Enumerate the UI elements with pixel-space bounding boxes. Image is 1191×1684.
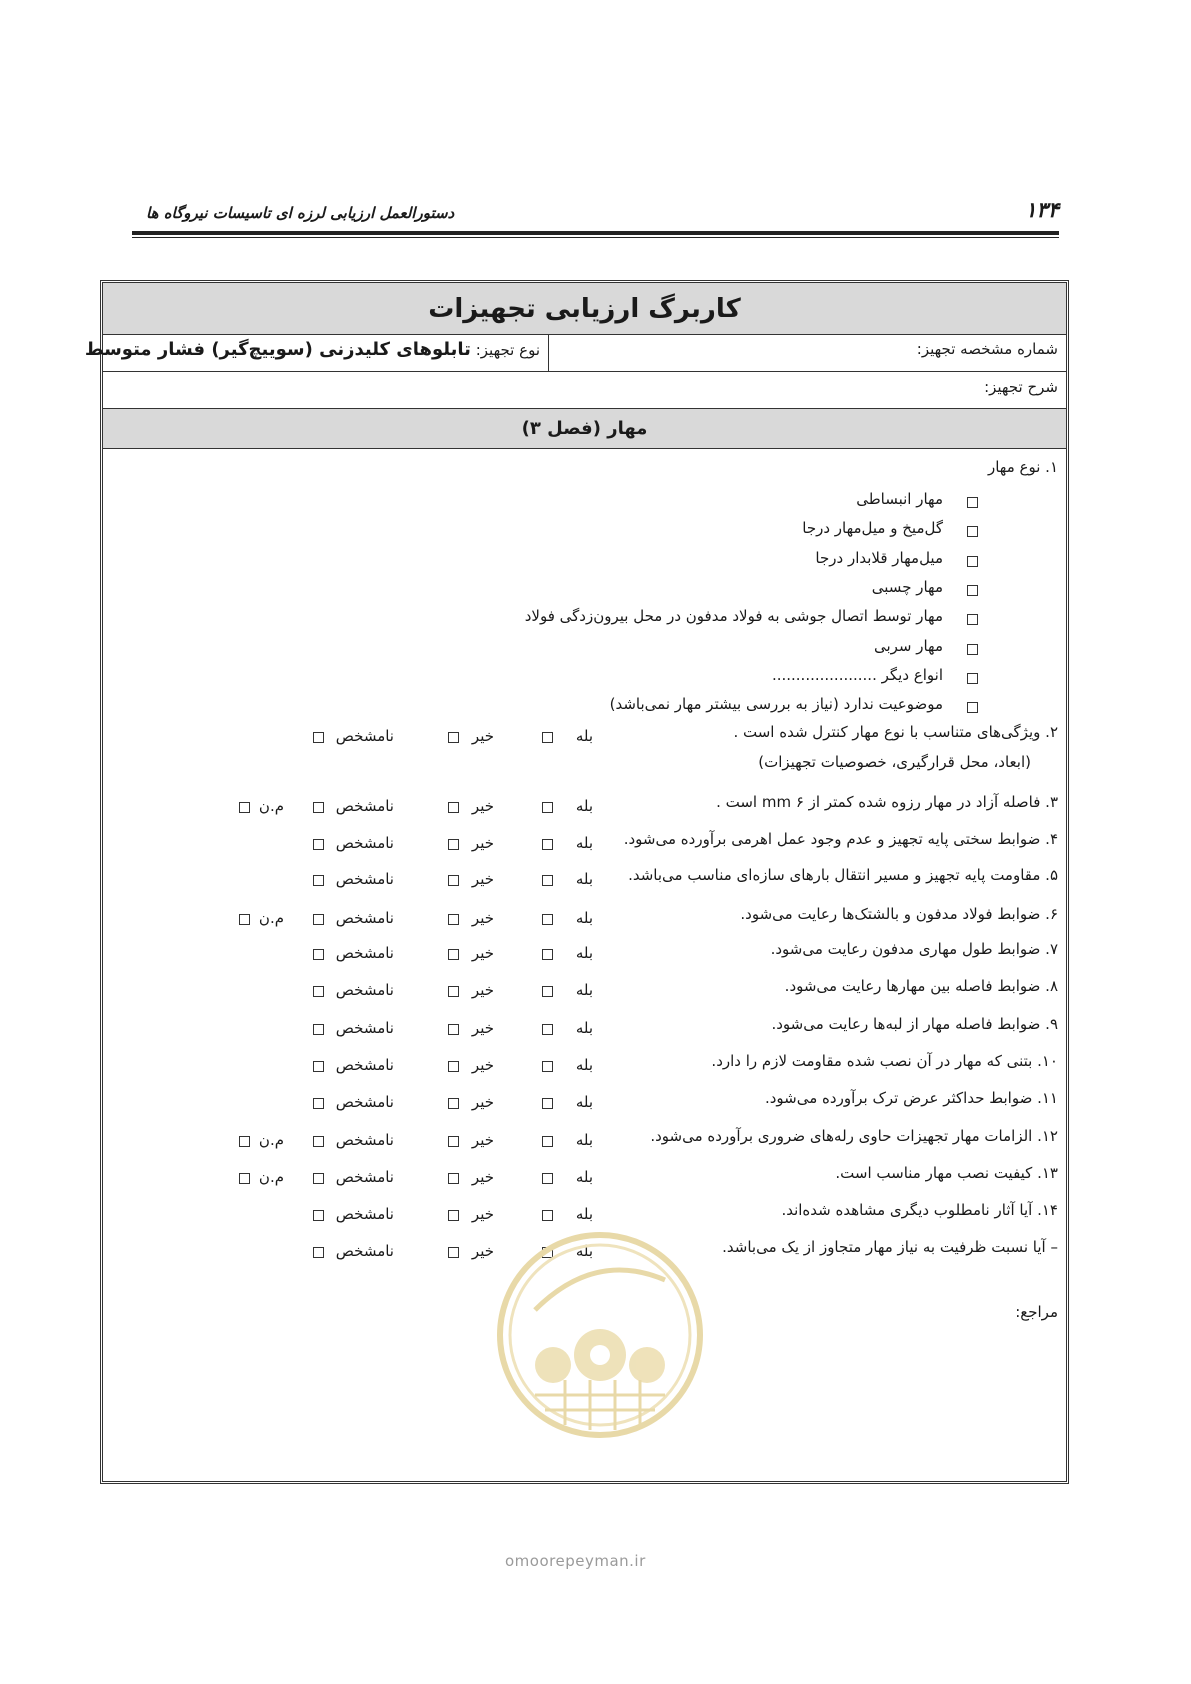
question-text: ۸. ضوابط فاصله بین مهارها رعایت می‌شود. — [784, 977, 1058, 995]
answer-unknown-label: نامشخص — [335, 1093, 394, 1111]
answer-unknown-checkbox[interactable] — [313, 1136, 324, 1147]
answer-yes-label: بله — [575, 944, 593, 962]
header-rule — [132, 231, 1059, 235]
equipment-info-row — [84, 335, 1066, 372]
answer-no-checkbox[interactable] — [448, 732, 459, 743]
page-number: ۱۳۴ — [1025, 198, 1059, 222]
question-text: ۳. فاصله آزاد در مهار رزوه شده کمتر از mm ۶ است . — [716, 793, 1058, 811]
answer-yes-label: بله — [575, 797, 593, 815]
anchor-type-checkbox[interactable] — [967, 673, 978, 684]
question-text: ۹. ضوابط فاصله مهار از لبه‌ها رعایت می‌شود. — [771, 1015, 1058, 1033]
answer-yes-checkbox[interactable] — [542, 1024, 553, 1035]
answer-no-label: خیر — [471, 1242, 494, 1260]
question-text: ۱۰. بتنی که مهار در آن نصب شده مقاومت لازم را دارد. — [711, 1052, 1058, 1070]
answer-na-checkbox[interactable] — [239, 1173, 250, 1184]
answer-no-label: خیر — [471, 870, 494, 888]
answer-yes-checkbox[interactable] — [542, 839, 553, 850]
answer-yes-checkbox[interactable] — [542, 1136, 553, 1147]
question-text: ۷. ضوابط طول مهاری مدفون رعایت می‌شود. — [770, 940, 1058, 958]
equipment-type-label: نوع تجهیز: — [475, 341, 540, 359]
question-text: ۶. ضوابط فولاد مدفون و بالشتک‌ها رعایت می‌شود. — [740, 905, 1058, 923]
answer-na-checkbox[interactable] — [239, 914, 250, 925]
answer-unknown-checkbox[interactable] — [313, 1173, 324, 1184]
question-text: ۲. ویژگی‌های متناسب با نوع مهار کنترل شده است . — [733, 723, 1058, 741]
answer-unknown-label: نامشخص — [335, 909, 394, 927]
anchor-type-checkbox[interactable] — [967, 556, 978, 567]
equipment-desc-label: شرح تجهیز: — [984, 378, 1058, 396]
answer-unknown-checkbox[interactable] — [313, 1098, 324, 1109]
answer-yes-label: بله — [575, 981, 593, 999]
answer-yes-checkbox[interactable] — [542, 949, 553, 960]
answer-unknown-label: نامشخص — [335, 1168, 394, 1186]
equipment-id-field[interactable] — [548, 335, 1066, 371]
answer-no-checkbox[interactable] — [448, 986, 459, 997]
answer-unknown-label: نامشخص — [335, 727, 394, 745]
question-1-anchor-type: ۱. نوع مهار — [987, 458, 1058, 476]
answer-no-checkbox[interactable] — [448, 875, 459, 886]
answer-unknown-label: نامشخص — [335, 1019, 394, 1037]
answer-yes-checkbox[interactable] — [542, 1061, 553, 1072]
answer-no-checkbox[interactable] — [448, 1098, 459, 1109]
answer-yes-label: بله — [575, 727, 593, 745]
question-text: – آیا نسبت ظرفیت به نیاز مهار متجاوز از یک می‌باشد. — [722, 1238, 1058, 1256]
answer-unknown-checkbox[interactable] — [313, 732, 324, 743]
answer-no-label: خیر — [471, 1131, 494, 1149]
answer-yes-checkbox[interactable] — [542, 732, 553, 743]
answer-yes-label: بله — [575, 1242, 593, 1260]
answer-unknown-checkbox[interactable] — [313, 802, 324, 813]
anchor-type-label: مهار چسبی — [871, 577, 943, 596]
anchor-type-label: موضوعیت ندارد (نیاز به بررسی بیشتر مهار نمی‌باشد) — [609, 695, 943, 714]
answer-yes-checkbox[interactable] — [542, 1098, 553, 1109]
question-text: ۴. ضوابط سختی پایه تجهیز و عدم وجود عمل اهرمی برآورده می‌شود. — [623, 830, 1058, 848]
running-title: دستورالعمل ارزیابی لرزه ای تاسیسات نیروگاه ها — [146, 204, 455, 222]
header-rule-thin — [132, 237, 1059, 238]
answer-unknown-checkbox[interactable] — [313, 875, 324, 886]
section-title: مهار (فصل ۳) — [103, 409, 1066, 449]
question-text: ۱۴. آیا آثار نامطلوب دیگری مشاهده شده‌اند. — [781, 1201, 1058, 1219]
anchor-type-label: میل‌مهار قلابدار درجا — [815, 548, 943, 567]
answer-yes-label: بله — [575, 1056, 593, 1074]
answer-unknown-checkbox[interactable] — [313, 839, 324, 850]
answer-no-checkbox[interactable] — [448, 1210, 459, 1221]
answer-no-label: خیر — [471, 797, 494, 815]
answer-na-checkbox[interactable] — [239, 1136, 250, 1147]
answer-no-checkbox[interactable] — [448, 802, 459, 813]
answer-no-label: خیر — [471, 1019, 494, 1037]
watermark-logo — [495, 1230, 705, 1440]
answer-no-label: خیر — [471, 727, 494, 745]
answer-unknown-label: نامشخص — [335, 1131, 394, 1149]
answer-unknown-label: نامشخص — [335, 834, 394, 852]
answer-no-checkbox[interactable] — [448, 1061, 459, 1072]
answer-unknown-checkbox[interactable] — [313, 1247, 324, 1258]
answer-na-label: م.ن — [258, 1168, 284, 1186]
anchor-type-checkbox[interactable] — [967, 585, 978, 596]
question-subtext: (ابعاد، محل قرارگیری، خصوصیات تجهیزات) — [758, 753, 1031, 771]
answer-no-label: خیر — [471, 909, 494, 927]
equipment-type-value: تابلوهای کلیدزنی (سوییچ‌گیر) فشار متوسط — [84, 339, 471, 360]
anchor-type-checkbox[interactable] — [967, 702, 978, 713]
anchor-type-checkbox[interactable] — [967, 614, 978, 625]
answer-no-label: خیر — [471, 944, 494, 962]
anchor-type-label: مهار انبساطی — [856, 490, 943, 508]
form-title: کاربرگ ارزیابی تجهیزات — [103, 283, 1066, 335]
answer-unknown-checkbox[interactable] — [313, 986, 324, 997]
answer-no-checkbox[interactable] — [448, 839, 459, 850]
references-label: مراجع: — [1015, 1303, 1058, 1321]
answer-no-checkbox[interactable] — [448, 949, 459, 960]
answer-unknown-label: نامشخص — [335, 1056, 394, 1074]
answer-yes-label: بله — [575, 870, 593, 888]
answer-no-label: خیر — [471, 834, 494, 852]
anchor-type-label: مهار سربی — [873, 636, 943, 655]
answer-yes-label: بله — [575, 909, 593, 927]
answer-unknown-checkbox[interactable] — [313, 914, 324, 925]
answer-no-label: خیر — [471, 981, 494, 999]
answer-yes-label: بله — [575, 1093, 593, 1111]
answer-no-label: خیر — [471, 1205, 494, 1223]
anchor-type-label: انواع دیگر ...................... — [771, 665, 943, 684]
anchor-type-checkbox[interactable] — [967, 526, 978, 537]
answer-no-checkbox[interactable] — [448, 1173, 459, 1184]
answer-yes-checkbox[interactable] — [542, 875, 553, 886]
answer-no-checkbox[interactable] — [448, 1247, 459, 1258]
answer-yes-label: بله — [575, 834, 593, 852]
answer-unknown-label: نامشخص — [335, 944, 394, 962]
answer-unknown-label: نامشخص — [335, 1205, 394, 1223]
anchor-type-checkbox[interactable] — [967, 497, 978, 508]
answer-unknown-label: نامشخص — [335, 1242, 394, 1260]
answer-yes-label: بله — [575, 1131, 593, 1149]
answer-no-label: خیر — [471, 1093, 494, 1111]
answer-yes-checkbox[interactable] — [542, 986, 553, 997]
answer-na-checkbox[interactable] — [239, 802, 250, 813]
answer-unknown-checkbox[interactable] — [313, 1210, 324, 1221]
watermark-url: omoorepeyman.ir — [505, 1552, 646, 1570]
anchor-type-label: گل‌میخ و میل‌مهار درجا — [802, 519, 943, 538]
answer-no-label: خیر — [471, 1168, 494, 1186]
answer-unknown-label: نامشخص — [335, 981, 394, 999]
anchor-type-label: مهار توسط اتصال جوشی به فولاد مدفون در محل بیرون‌زدگی فولاد — [524, 607, 943, 626]
question-text: ۱۲. الزامات مهار تجهیزات حاوی رله‌های ضروری برآورده می‌شود. — [650, 1127, 1058, 1145]
answer-yes-label: بله — [575, 1168, 593, 1186]
answer-unknown-label: نامشخص — [335, 797, 394, 815]
answer-no-checkbox[interactable] — [448, 1024, 459, 1035]
question-text: ۱۱. ضوابط حداکثر عرض ترک برآورده می‌شود. — [764, 1089, 1058, 1107]
answer-yes-checkbox[interactable] — [542, 914, 553, 925]
answer-no-checkbox[interactable] — [448, 914, 459, 925]
answer-yes-checkbox[interactable] — [542, 802, 553, 813]
equipment-type-field — [84, 335, 548, 371]
anchor-type-checkbox[interactable] — [967, 644, 978, 655]
answer-na-label: م.ن — [258, 797, 284, 815]
question-text: ۱۳. کیفیت نصب مهار مناسب است. — [835, 1164, 1058, 1182]
answer-unknown-checkbox[interactable] — [313, 1061, 324, 1072]
answer-unknown-checkbox[interactable] — [313, 1024, 324, 1035]
answer-unknown-checkbox[interactable] — [313, 949, 324, 960]
answer-yes-checkbox[interactable] — [542, 1173, 553, 1184]
answer-yes-label: بله — [575, 1019, 593, 1037]
question-text: ۵. مقاومت پایه تجهیز و مسیر انتقال بارهای سازه‌ای مناسب می‌باشد. — [628, 866, 1058, 884]
answer-no-label: خیر — [471, 1056, 494, 1074]
equipment-id-label: شماره مشخصه تجهیز: — [916, 340, 1058, 358]
answer-yes-checkbox[interactable] — [542, 1210, 553, 1221]
answer-yes-label: بله — [575, 1205, 593, 1223]
answer-na-label: م.ن — [258, 909, 284, 927]
equipment-desc-field[interactable] — [103, 372, 1066, 409]
answer-unknown-label: نامشخص — [335, 870, 394, 888]
answer-na-label: م.ن — [258, 1131, 284, 1149]
answer-no-checkbox[interactable] — [448, 1136, 459, 1147]
